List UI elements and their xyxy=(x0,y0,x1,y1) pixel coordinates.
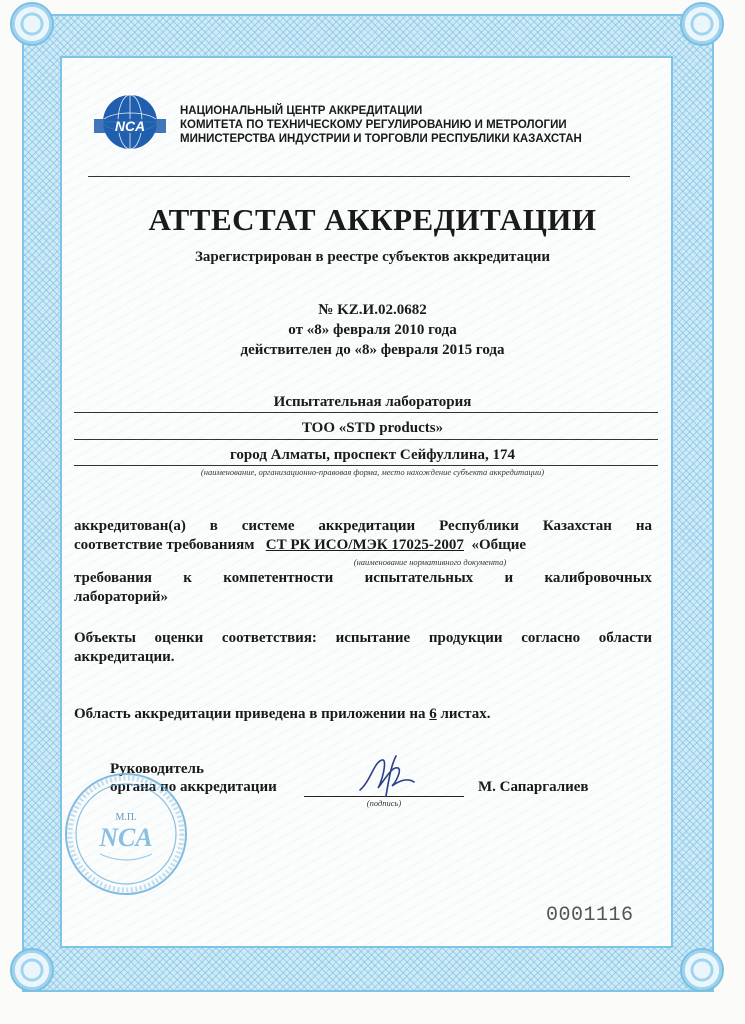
field-underline xyxy=(74,439,658,440)
entity-field-note: (наименование, организационно-правовая форма, место нахождение субъекта аккредитации) xyxy=(200,467,545,477)
header-line: НАЦИОНАЛЬНЫЙ ЦЕНТР АККРЕДИТАЦИИ xyxy=(180,105,423,117)
stamp-logo-text: NCA xyxy=(99,823,153,852)
word: к xyxy=(183,570,192,586)
corner-rosette-icon xyxy=(10,948,54,992)
word: соответствия: xyxy=(221,630,317,646)
objects-line-2: аккредитации. xyxy=(74,649,175,665)
word: области xyxy=(598,630,652,646)
accreditation-line-2 xyxy=(74,536,652,555)
registry-subtitle: Зарегистрирован в реестре субъектов аккредитации xyxy=(194,249,551,265)
scope-prefix: Область аккредитации приведена в приложении на xyxy=(74,706,426,722)
entity-type: Испытательная лаборатория xyxy=(273,394,472,410)
word: требования xyxy=(74,570,152,586)
accreditation-continuation xyxy=(74,569,652,607)
word: продукции xyxy=(428,630,503,646)
word: Казахстан xyxy=(542,518,612,534)
scope-suffix: листах. xyxy=(440,706,491,722)
word: в xyxy=(209,518,218,534)
accreditation-line-4: лабораторий» xyxy=(74,589,168,605)
entity-address: город Алматы, проспект Сейфуллина, 174 xyxy=(229,447,515,463)
word: калибровочных xyxy=(544,570,652,586)
signature-note: (подпись) xyxy=(366,798,402,808)
stamp-label: М.П. xyxy=(115,812,137,823)
nca-logo-icon xyxy=(90,92,168,154)
serial-number: 0001116 xyxy=(546,904,634,927)
word: на xyxy=(635,518,652,534)
word: испытание xyxy=(335,630,411,646)
issue-date: от «8» февраля 2010 года xyxy=(288,322,457,338)
header-divider xyxy=(88,176,630,177)
word: компетентности xyxy=(223,570,334,586)
header-line: МИНИСТЕРСТВА ИНДУСТРИИ И ТОРГОВЛИ РЕСПУБЛИКИ КАЗАХСТАН xyxy=(180,133,582,145)
assessment-objects xyxy=(74,629,652,667)
corner-rosette-icon xyxy=(680,2,724,46)
signature-icon xyxy=(352,752,422,802)
word: согласно xyxy=(521,630,581,646)
entity-name: ТОО «STD products» xyxy=(301,420,444,436)
word: оценки xyxy=(154,630,204,646)
signatory-name: М. Сапаргалиев xyxy=(478,779,589,795)
word: аккредитован(а) xyxy=(74,518,186,534)
document-title: АТТЕСТАТ АККРЕДИТАЦИИ xyxy=(148,202,597,237)
logo-text: NCA xyxy=(114,118,146,134)
header-line: КОМИТЕТА ПО ТЕХНИЧЕСКОМУ РЕГУЛИРОВАНИЮ И МЕТРОЛОГИИ xyxy=(180,119,567,131)
corner-rosette-icon xyxy=(680,948,724,992)
accreditation-line-1 xyxy=(74,517,652,536)
official-stamp-icon xyxy=(62,770,190,898)
accreditation-statement xyxy=(74,517,652,555)
validity-date: действителен до «8» февраля 2015 года xyxy=(240,342,505,358)
head-role-line-2: органа по аккредитации xyxy=(110,779,277,795)
standard-reference: СТ РК ИСО/МЭК 17025-2007 xyxy=(265,537,464,553)
objects-line-1 xyxy=(74,629,652,648)
standard-title-start: «Общие xyxy=(471,537,527,553)
word: Объекты xyxy=(74,630,136,646)
accreditation-line-3 xyxy=(74,569,652,588)
word: системе xyxy=(241,518,295,534)
word: испытательных xyxy=(364,570,474,586)
head-role-line-1: Руководитель xyxy=(110,761,204,777)
registration-number: № KZ.И.02.0682 xyxy=(318,302,427,318)
scope-statement xyxy=(74,705,652,724)
word: и xyxy=(504,570,514,586)
requirements-prefix: соответствие требованиям xyxy=(74,537,255,553)
word: аккредитации xyxy=(318,518,416,534)
sheet-count: 6 xyxy=(429,706,437,722)
field-underline xyxy=(74,465,658,466)
corner-rosette-icon xyxy=(10,2,54,46)
standard-field-note: (наименование нормативного документа) xyxy=(353,557,507,567)
field-underline xyxy=(74,412,658,413)
issuer-header xyxy=(180,104,582,146)
word: Республики xyxy=(439,518,519,534)
